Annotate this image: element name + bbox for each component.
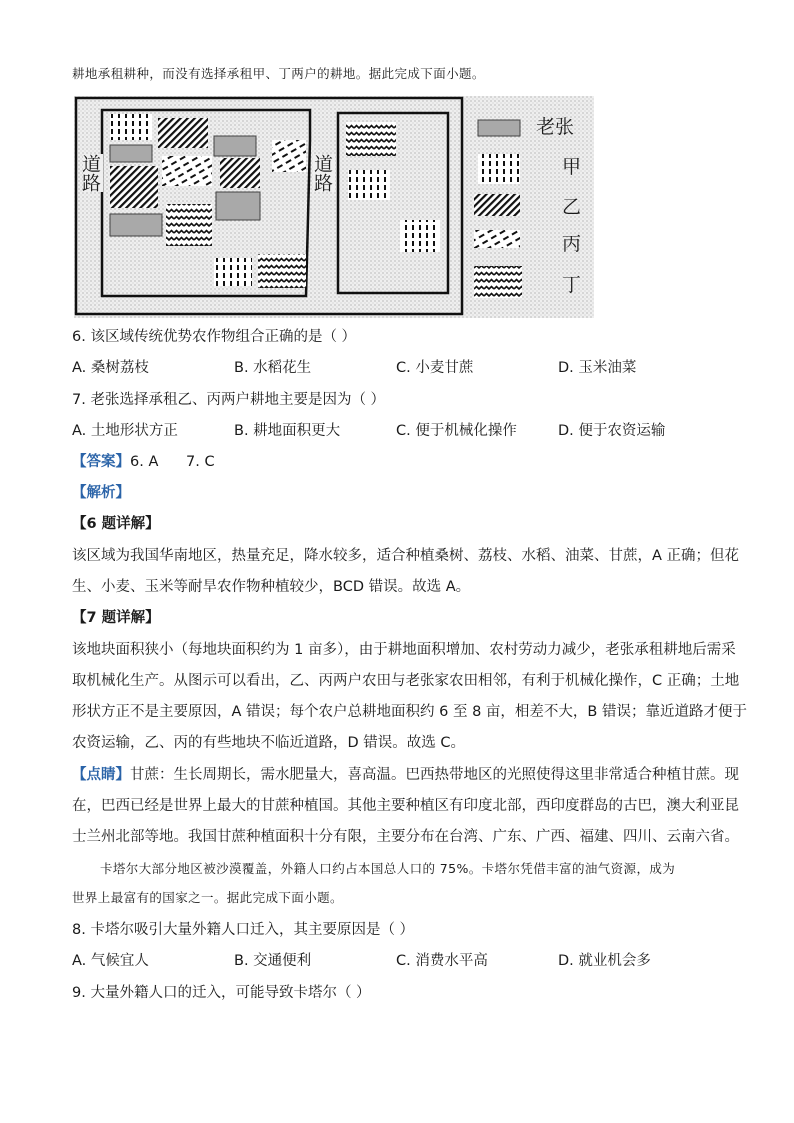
legend-swatch-yi [474,194,520,216]
legend-swatch-jia [478,154,520,184]
detail-7-line-3: 形状方正不是主要原因，A 错误；每个农户总耕地面积约 6 至 8 亩，相差不大，B 错误；靠近道路才便于 [72,704,747,720]
plot-laozhang [110,214,162,236]
plot-bing [162,156,212,186]
plot-ding [346,122,396,156]
plot-jia [400,220,440,252]
answer-label: 【答案】 [72,454,130,470]
plot-ding [166,204,212,246]
plot-laozhang [216,192,260,220]
q7-option-c: C. 便于机械化操作 [396,423,517,439]
legend-swatch-bing [474,230,520,248]
q8-option-d: D. 就业机会多 [558,953,651,969]
detail-7-line-2: 取机械化生产。从图示可以看出，乙、丙两户农田与老张家农田相邻，有利于机械化操作，C 正确；土地 [72,673,740,689]
question-8-stem: 8. 卡塔尔吸引大量外籍人口迁入，其主要原因是（ ） [72,922,415,938]
q6-option-c: C. 小麦甘蔗 [396,360,474,376]
analysis-row [72,483,130,503]
tip-label: 【点睛】 [72,767,130,783]
question-7-stem: 7. 老张选择承租乙、丙两户耕地主要是因为（ ） [72,392,386,408]
plot-laozhang [110,145,152,162]
q7-option-a: A. 土地形状方正 [72,423,178,439]
detail-7-line-4: 农资运输，乙、丙的有些地块不临近道路，D 错误。故选 C。 [72,735,466,751]
q7-option-b: B. 耕地面积更大 [234,423,341,439]
q7-option-d: D. 便于农资运输 [558,423,666,439]
plot-laozhang [214,136,256,156]
detail-6-label: 【6 题详解】 [72,516,160,532]
question-9-stem: 9. 大量外籍人口的迁入，可能导致卡塔尔（ ） [72,985,371,1001]
legend-label-laozhang: 老张 [536,116,575,138]
plot-bing [272,140,306,172]
plot-jia [214,258,252,286]
q8-option-a: A. 气候宜人 [72,953,149,969]
analysis-label: 【解析】 [72,485,130,501]
q8-option-b: B. 交通便利 [234,953,312,969]
q6-option-d: D. 玉米油菜 [558,360,637,376]
answer-row [72,452,215,472]
detail-6-line-1: 该区域为我国华南地区，热量充足，降水较多，适合种植桑树、荔枝、水稻、油菜、甘蔗，A 正确；但花 [72,548,740,564]
tip-line-3: 士兰州北部等地。我国甘蔗种植面积十分有限，主要分布在台湾、广东、广西、福建、四川、云南六省。 [72,829,739,845]
answer-text: 6. A 7. C [130,454,215,470]
question-6-stem: 6. 该区域传统优势农作物组合正确的是（ ） [72,329,357,345]
legend-swatch-ding [474,266,522,298]
road-label-mid: 道路 [311,154,333,192]
q8-option-c: C. 消费水平高 [396,953,488,969]
plot-jia [348,170,390,200]
tip-line-1 [72,765,739,785]
legend-label-ding: 丁 [562,274,582,296]
plot-jia [110,114,152,140]
legend-label-bing: 丙 [562,233,582,255]
plot-ding [258,254,306,288]
legend-label-jia: 甲 [562,156,582,178]
plot-yi [220,158,260,188]
passage-2-line-2: 世界上最富有的国家之一。据此完成下面小题。 [72,890,343,905]
tip-text-1: 甘蔗：生长周期长，需水肥量大，喜高温。巴西热带地区的光照使得这里非常适合种植甘蔗。现 [130,767,739,783]
farmland-map-svg [74,96,594,318]
detail-6-line-2: 生、小麦、玉米等耐旱农作物种植较少，BCD 错误。故选 A。 [72,579,471,595]
q6-option-b: B. 水稻花生 [234,360,312,376]
plot-yi [110,166,158,208]
passage-2-line-1: 卡塔尔大部分地区被沙漠覆盖，外籍人口约占本国总人口的 75%。卡塔尔凭借丰富的油气资源，成为 [100,861,676,876]
detail-7-label: 【7 题详解】 [72,610,160,626]
legend-swatch-laozhang [478,120,520,136]
plot-yi [158,118,208,148]
tip-line-2: 在，巴西已经是世界上最大的甘蔗种植国。其他主要种植区有印度北部，西印度群岛的古巴，澳大利亚昆 [72,798,739,814]
road-label-left: 道路 [79,154,101,192]
legend-label-yi: 乙 [562,196,582,218]
intro-text: 耕地承租耕种，而没有选择承租甲、丁两户的耕地。据此完成下面小题。 [72,66,485,81]
detail-7-line-1: 该地块面积狭小（每地块面积约为 1 亩多），由于耕地面积增加、农村劳动力减少，老张承租耕地后需采 [72,642,736,658]
q6-option-a: A. 桑树荔枝 [72,360,149,376]
farmland-map [74,96,594,318]
